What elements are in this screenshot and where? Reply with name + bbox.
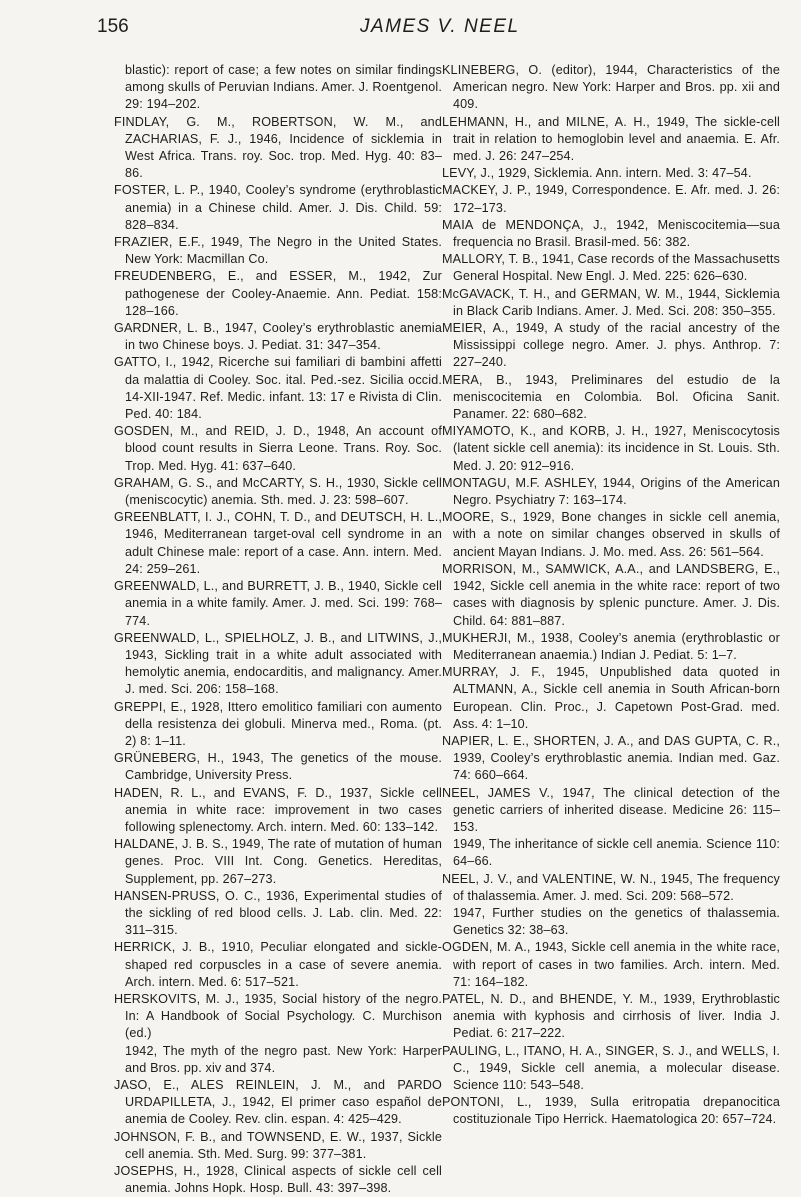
reference-entry: GREENBLATT, I. J., COHN, T. D., and DEUTSCH, H. L., 1946, Mediterranean target-oval cell syndrome in an adult Chinese male: report of a case. Ann. intern. Med. 24: 259–261. xyxy=(114,510,442,576)
reference-entry: HALDANE, J. B. S., 1949, The rate of mutation of human genes. Proc. VIII Int. Cong. Genetics. Hereditas, Supplement, pp. 267–273. xyxy=(114,837,442,886)
reference-entry: PAULING, L., ITANO, H. A., SINGER, S. J., and WELLS, I. C., 1949, Sickle cell anemia, a molecular disease. Science 110: 543–548. xyxy=(442,1043,780,1092)
reference-entry: KLINEBERG, O. (editor), 1944, Characteristics of the American negro. New York: Harper and Bros. pp. xii and 409. xyxy=(442,63,780,112)
reference-entry: JASO, E., ALES REINLEIN, J. M., and PARDO URDAPILLETA, J., 1942, El primer caso español de anemia de Cooley. Rev. clin. espan. 4: 425–429. xyxy=(114,1077,442,1127)
reference-entry: McGAVACK, T. H., and GERMAN, W. M., 1944, Sicklemia in Black Carib Indians. Amer. J. Med. Sci. 208: 350–355. xyxy=(442,286,780,318)
reference-continuation: blastic): report of case; a few notes on similar findings among skulls of Peruvian Indians. Amer. J. Roentgenol. 29: 194–202. xyxy=(125,63,442,112)
reference-entry: MEIER, A., 1949, A study of the racial ancestry of the Mississippi college negro. Amer. J. phys. Anthrop. 7: 227–240. xyxy=(442,321,780,370)
reference-entry: FRAZIER, E.F., 1949, The Negro in the United States. New York: Macmillan Co. xyxy=(114,235,442,267)
reference-entry: GOSDEN, M., and REID, J. D., 1948, An account of blood count results in Sierra Leone. Trans. Roy. Soc. Trop. Med. Hyg. 41: 637–640. xyxy=(114,424,442,473)
reference-entry: MALLORY, T. B., 1941, Case records of the Massachusetts General Hospital. New Engl. J. Med. 225: 626–630. xyxy=(442,252,780,284)
reference-entry: FOSTER, L. P., 1940, Cooley’s syndrome (erythroblastic anemia) in a Chinese child. Amer. J. Dis. Child. 59: 828–834. xyxy=(114,183,442,232)
reference-entry: JOSEPHS, H., 1928, Clinical aspects of sickle cell cell anemia. Johns Hopk. Hosp. Bull. 43: 397–398. xyxy=(114,1164,442,1196)
reference-entry: PONTONI, L., 1939, Sulla eritropatia drepanocitica costituzionale Tipo Herrick. Haematologica 20: 657–724. xyxy=(442,1095,780,1127)
reference-entry: FREUDENBERG, E., and ESSER, M., 1942, Zur pathogenese der Cooley-Anaemie. Ann. Pediat. 158: 128–166. xyxy=(114,269,442,318)
reference-entry: MIYAMOTO, K., and KORB, J. H., 1927, Meniscocytosis (latent sickle cell anemia): its incidence in St. Louis. Sth. Med. J. 20: 912–916. xyxy=(442,424,780,473)
reference-entry: MONTAGU, M.F. ASHLEY, 1944, Origins of the American Negro. Psychiatry 7: 163–174. xyxy=(442,475,780,508)
reference-entry: GRAHAM, G. S., and McCARTY, S. H., 1930, Sickle cell (meniscocytic) anemia. Sth. med. J. 23: 598–607. xyxy=(114,475,442,508)
reference-entry: FINDLAY, G. M., ROBERTSON, W. M., and ZACHARIAS, F. J., 1946, Incidence of sicklemia in West Africa. Trans. roy. Soc. trop. Med. Hyg. 40: 83–86. xyxy=(114,114,442,181)
reference-entry: MUKHERJI, M., 1938, Cooley’s anemia (erythroblastic or Mediterranean anaemia.) Indian J. Pediat. 5: 1–7. xyxy=(442,630,780,662)
reference-entry: OGDEN, M. A., 1943, Sickle cell anemia in the white race, with report of cases in two families. Arch. intern. Med. 71: 164–182. xyxy=(442,940,780,989)
reference-entry: MORRISON, M., SAMWICK, A.A., and LANDSBERG, E., 1942, Sickle cell anemia in the white race: report of two cases with diagnosis by splenic puncture. Amer. J. Dis. Child. 64: 881–887. xyxy=(442,561,780,628)
running-title: JAMES V. NEEL xyxy=(360,16,520,37)
reference-entry: GREENWALD, L., and BURRETT, J. B., 1940, Sickle cell anemia in a white family. Amer. J. med. Sci. 199: 768–774. xyxy=(114,579,442,628)
reference-sub-entry: 1949, The inheritance of sickle cell anemia. Science 110: 64–66. xyxy=(453,837,780,869)
reference-entry: JOHNSON, F. B., and TOWNSEND, E. W., 1937, Sickle cell anemia. Sth. Med. Surg. 99: 377–381. xyxy=(114,1129,442,1161)
reference-entry: MACKEY, J. P., 1949, Correspondence. E. Afr. med. J. 26: 172–173. xyxy=(442,183,780,215)
reference-sub-entry: 1947, Further studies on the genetics of thalassemia. Genetics 32: 38–63. xyxy=(453,905,780,938)
reference-entry: LEVY, J., 1929, Sicklemia. Ann. intern. Med. 3: 47–54. xyxy=(442,166,752,181)
reference-entry: GRÜNEBERG, H., 1943, The genetics of the mouse. Cambridge, University Press. xyxy=(114,751,442,783)
reference-entry: GARDNER, L. B., 1947, Cooley’s erythroblastic anemia in two Chinese boys. J. Pediat. 31: 347–354. xyxy=(114,321,442,353)
reference-entry: NEEL, JAMES V., 1947, The clinical detection of the genetic carriers of inherited disease. Medicine 26: 115–153. xyxy=(442,785,780,834)
reference-entry: MURRAY, J. F., 1945, Unpublished data quoted in ALTMANN, A., Sickle cell anemia in South African-born European. Clin. Proc., J. Capetown Post-Grad. med. Ass. 4: 1–10. xyxy=(442,665,780,731)
reference-entry: MERA, B., 1943, Preliminares del estudio de la meniscocitemia en Colombia. Bol. Oficina Sanit. Panamer. 22: 680–682. xyxy=(442,372,780,422)
reference-entry: GREPPI, E., 1928, Ittero emolitico familiari con aumento della resistenza dei globuli. Minerva med., Roma. (pt. 2) 8: 1–11. xyxy=(114,699,442,748)
reference-entry: HADEN, R. L., and EVANS, F. D., 1937, Sickle cell anemia in white race: improvement in two cases following splenectomy. Arch. intern. Med. 60: 133–142. xyxy=(114,785,442,834)
page-header xyxy=(0,16,801,46)
page-number: 156 xyxy=(97,16,129,37)
reference-column-left xyxy=(114,62,442,1197)
reference-sub-entry: 1942, The myth of the negro past. New York: Harper and Bros. pp. xiv and 374. xyxy=(125,1043,442,1075)
reference-entry: LEHMANN, H., and MILNE, A. H., 1949, The sickle-cell trait in relation to hemoglobin level and anaemia. E. Afr. med. J. 26: 247–254. xyxy=(442,114,780,164)
reference-column-right xyxy=(442,62,780,1129)
reference-entry: HANSEN-PRUSS, O. C., 1936, Experimental studies of the sickling of red blood cells. J. Lab. clin. Med. 22: 311–315. xyxy=(114,888,442,938)
reference-entry: GATTO, I., 1942, Ricerche sui familiari di bambini affetti da malattia di Cooley. Soc. ital. Ped.-sez. Sicilia occid. 14-XII-1947. Ref. Medic. infant. 13: 17 e Rivista di Clin. Ped. 40: 184. xyxy=(114,355,442,422)
reference-entry: MOORE, S., 1929, Bone changes in sickle cell anemia, with a note on similar changes observed in skulls of ancient Mayan Indians. J. Mo. med. Ass. 26: 561–564. xyxy=(442,510,780,559)
reference-entry: HERSKOVITS, M. J., 1935, Social history of the negro. In: A Handbook of Social Psychology. C. Murchison (ed.) xyxy=(114,991,442,1041)
reference-entry: NEEL, J. V., and VALENTINE, W. N., 1945, The frequency of thalassemia. Amer. J. med. Sci. 209: 568–572. xyxy=(442,871,780,903)
reference-entry: MAIA de MENDONÇA, J., 1942, Meniscocitemia—sua frequencia no Brasil. Brasil-med. 56: 382. xyxy=(442,217,780,250)
reference-entry: HERRICK, J. B., 1910, Peculiar elongated and sickle-shaped red corpuscles in a case of severe anemia. Arch. intern. Med. 6: 517–521. xyxy=(114,940,442,989)
reference-entry: PATEL, N. D., and BHENDE, Y. M., 1939, Erythroblastic anemia with kyphosis and cirrhosis of liver. India J. Pediat. 6: 217–222. xyxy=(442,991,780,1041)
reference-entry: GREENWALD, L., SPIELHOLZ, J. B., and LITWINS, J., 1943, Sickling trait in a white adult associated with hemolytic anemia, endocarditis, and malignancy. Amer. J. med. Sci. 206: 158–168. xyxy=(114,630,442,697)
reference-entry: NAPIER, L. E., SHORTEN, J. A., and DAS GUPTA, C. R., 1939, Cooley’s erythroblastic anemia. Indian med. Gaz. 74: 660–664. xyxy=(442,733,780,783)
